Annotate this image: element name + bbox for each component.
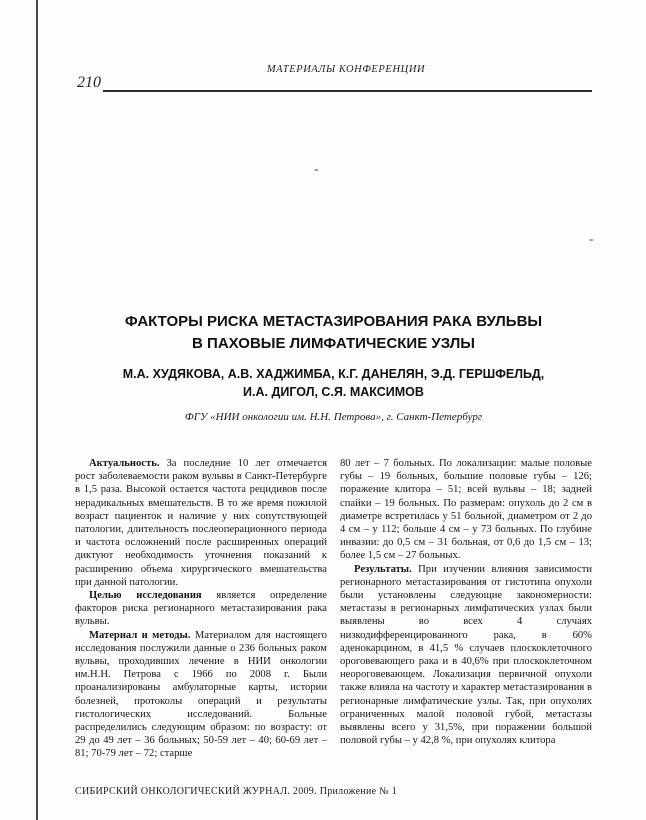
paragraph-lead: Актуальность. xyxy=(89,458,160,469)
paragraph-text: За последние 10 лет отмечается рост заболеваемости раком вульвы в Санкт-Петербурге в 1,5 раза. Высокой остается частота рецидивов после нерадикальных вмешательств. В то же время пожилой возраст пациенток и наличие у них сопутствующей патологии, длительность послеоперационного периода и частота осложнений после расширенных операций диктуют необходимость уточнения показаний к расширению объема хирургического вмешательства при данной патологии. xyxy=(75,458,327,588)
article-title xyxy=(75,311,592,355)
authors-line1: М.А. ХУДЯКОВА, А.В. ХАДЖИМБА, К.Г. ДАНЕЛЯН, Э.Д. ГЕРШФЕЛЬД, xyxy=(122,367,545,381)
paragraph-material-metody xyxy=(75,629,327,761)
running-header: МАТЕРИАЛЫ КОНФЕРЕНЦИИ xyxy=(266,64,426,75)
header-rule xyxy=(103,90,592,92)
article-title-line1: ФАКТОРЫ РИСКА МЕТАСТАЗИРОВАНИЯ РАКА ВУЛЬВЫ xyxy=(124,313,543,330)
article-authors xyxy=(75,365,592,401)
page-number: 210 xyxy=(77,74,101,91)
paragraph-lead: Результаты. xyxy=(354,563,412,575)
article-body xyxy=(75,457,592,761)
paragraph-text: При изучении влияния зависимости регионарного метастазирования от гистотипа опухоли были установлены следующие закономерности: метастазы в регионарных лимфатических узлах были выявлены во всех 4 случаях низкодифференцированного рака, в 60% аденокарцином, в 41,5 % случаев плоскоклеточного ороговевающего рака и в 40,6% при плоскоклеточном неороговевающем. Локализация первичной опухоли также влияла на частоту и характер метастазирования в регионарные лимфатические узлы. Так, при опухолях ограниченных малой половой губой, метастазы выявлены всего у 31,5%, при поражении большой половой губы – у 42,8 %, при опухолях клитора xyxy=(340,563,592,747)
paragraph-continuation xyxy=(340,457,592,563)
paragraph-aktualnost xyxy=(75,457,327,589)
paragraph-text: 80 лет – 7 больных. По локализации: малые половые губы – 19 больных, большие половые губы – 126; поражение клитора – 51; всей вульвы – 18; задней спайки – 19 больных. По размерам: опухоль до 2 см в диаметре встретилась у 51 больной, диаметром от 2 до 4 см – у 112; больше 4 см – у 73 больных. По глубине инвазии: до 0,5 см – 31 больная, от 0,6 до 1,5 см – 13; более 1,5 см – 27 больных. xyxy=(340,458,592,562)
paragraph-rezultaty xyxy=(340,563,592,748)
page-edge-scan-line xyxy=(36,0,38,820)
scan-artifact-dash-2: - xyxy=(589,231,594,246)
paragraph-text: Материалом для настоящего исследования послужили данные о 236 больных раком вульвы, проходивших лечение в НИИ онкологии им.Н.Н. Петрова с 1966 по 2008 г. Были проанализированы амбулаторные карты, истории болезней, протоколы операций и результаты гистологических исследований. Больные распределились следующим образом: по возрасту: от 29 до 49 лет – 36 больных; 50-59 лет – 40; 60-69 лет – 81; 70-79 лет – 72; старше xyxy=(75,629,327,760)
scan-artifact-dash-1: - xyxy=(314,161,319,176)
paragraph-lead: Целью исследования xyxy=(89,590,202,602)
article-affiliation: ФГУ «НИИ онкологии им. Н.Н. Петрова», г. Санкт-Петербург xyxy=(184,411,483,423)
right-column xyxy=(340,457,592,761)
article-title-line2: В ПАХОВЫЕ ЛИМФАТИЧЕСКИЕ УЗЛЫ xyxy=(192,335,475,352)
journal-footer: СИБИРСКИЙ ОНКОЛОГИЧЕСКИЙ ЖУРНАЛ. 2009. Приложение № 1 xyxy=(75,786,398,797)
authors-line2: И.А. ДИГОЛ, С.Я. МАКСИМОВ xyxy=(243,385,424,399)
paragraph-text: является определение факторов риска регионарного метастазирования рака вульвы. xyxy=(75,590,327,628)
paragraph-tsel xyxy=(75,589,327,629)
paragraph-lead: Материал и методы. xyxy=(89,629,191,641)
left-column xyxy=(75,457,327,761)
